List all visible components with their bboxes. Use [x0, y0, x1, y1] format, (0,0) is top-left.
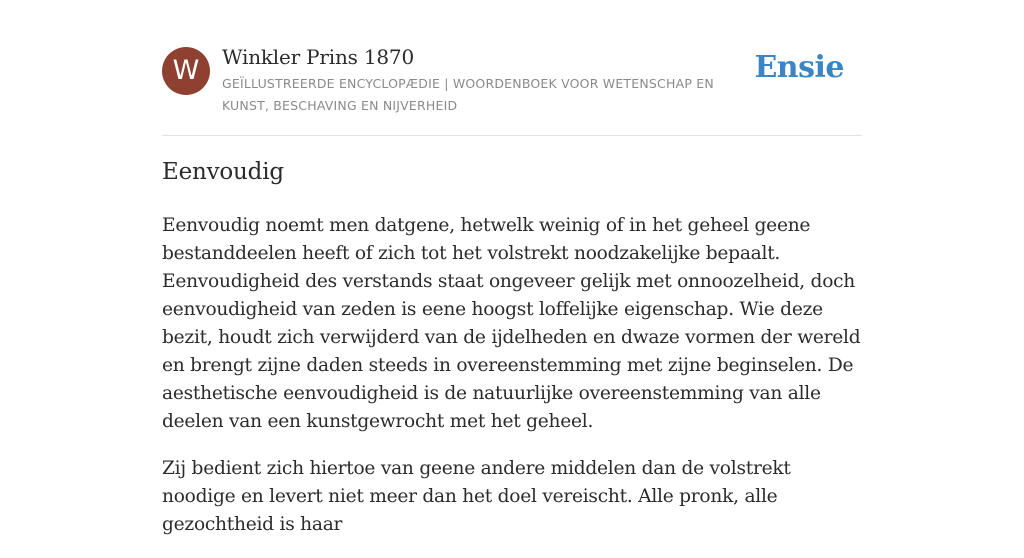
- article-title: Eenvoudig: [162, 159, 284, 185]
- source-subtitle: GEÏLLUSTREERDE ENCYCLOPÆDIE | WOORDENBOEK VOOR WETENSCHAP EN KUNST, BESCHAVING EN NIJVERHEID: [222, 76, 714, 113]
- article-paragraph: Zij bedient zich hiertoe van geene andere middelen dan de volstrekt noodige en levert niet meer dan het doel vereischt. Alle pronk, alle gezochtheid is haar: [162, 458, 791, 535]
- source-avatar[interactable]: W: [162, 47, 210, 95]
- page-container: [162, 0, 862, 535]
- article-paragraph: Eenvoudig noemt men datgene, hetwelk weinig of in het geheel geene bestanddeelen heeft of zich tot het volstrekt noodzakelijke bepaalt. Eenvoudigheid des verstands staat ongeveer gelijk met onnoozelheid, doch eenvoudigheid van zeden is eene hoogst loffelijke eigenschap. Wie deze bezit, houdt zich verwijderd van de ijdelheden en dwaze vormen der wereld en brengt zijne daden steeds in overeenstemming met zijne beginselen. De aesthetische eenvoudigheid is de natuurlijke overeenstemming van alle deelen van een kunstgewrocht met het geheel.: [162, 215, 861, 432]
- ensie-logo[interactable]: Ensie: [754, 50, 844, 85]
- source-title[interactable]: Winkler Prins 1870: [222, 45, 414, 69]
- source-header: [162, 0, 862, 136]
- article-body: [162, 212, 862, 558]
